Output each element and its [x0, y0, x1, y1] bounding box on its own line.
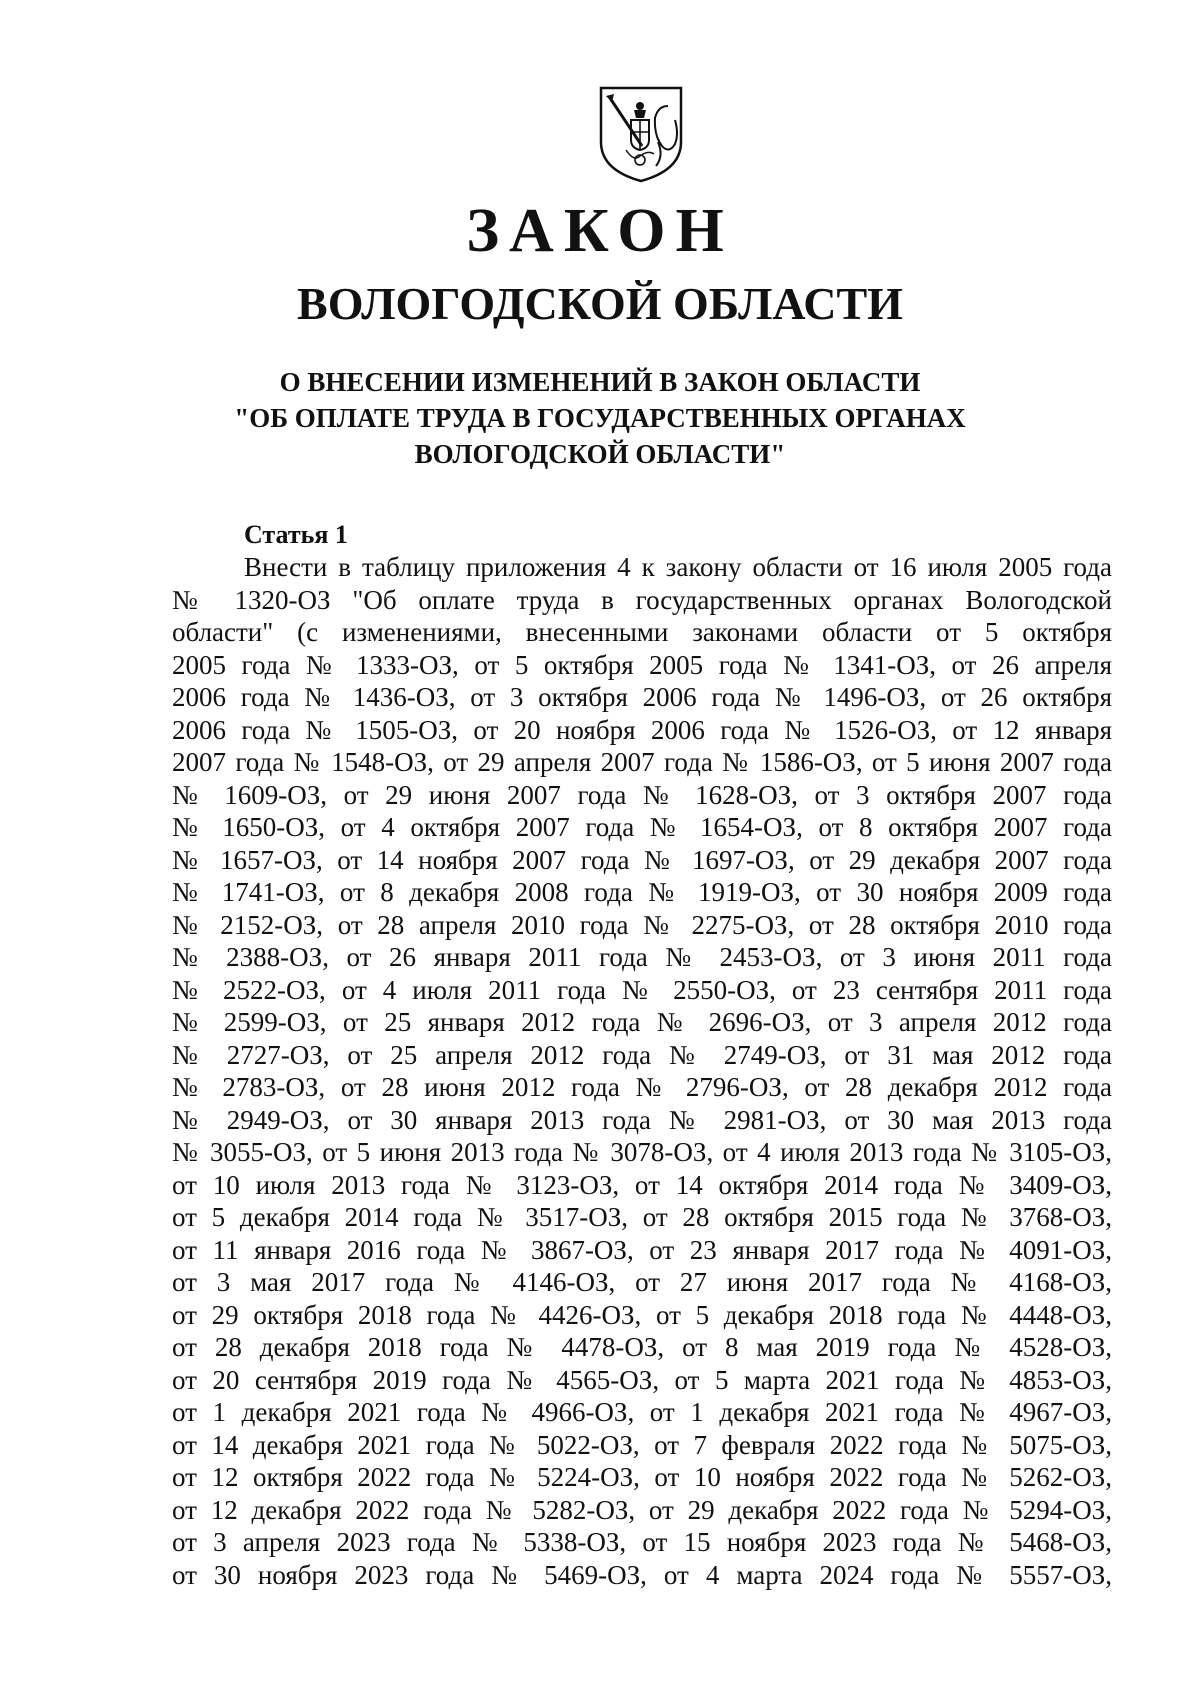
law-heading	[0, 364, 1200, 472]
body-line: № 2152-ОЗ, от 28 апреля 2010 года № 2275-ОЗ, от 28 октября 2010 года	[172, 909, 1112, 940]
article-title: Статья 1	[244, 520, 348, 549]
body-line: от 5 декабря 2014 года № 3517-ОЗ, от 28 октября 2015 года № 3768-ОЗ,	[172, 1202, 1112, 1232]
body-line: № 2522-ОЗ, от 4 июля 2011 года № 2550-ОЗ, от 23 сентября 2011 года	[172, 974, 1112, 1005]
body-line: № 1609-ОЗ, от 29 июня 2007 года № 1628-ОЗ, от 3 октября 2007 года	[172, 779, 1112, 810]
body-line: № 2388-ОЗ, от 26 января 2011 года № 2453-ОЗ, от 3 июня 2011 года	[172, 942, 1112, 972]
body-line: от 30 ноября 2023 года № 5469-ОЗ, от 4 марта 2024 года № 5557-ОЗ,	[172, 1559, 1112, 1590]
body-line: от 12 октября 2022 года № 5224-ОЗ, от 10 ноября 2022 года № 5262-ОЗ,	[172, 1462, 1112, 1492]
article-body	[172, 551, 1112, 1591]
body-line: 2005 года № 1333-ОЗ, от 5 октября 2005 года № 1341-ОЗ, от 26 апреля	[172, 649, 1112, 680]
body-line: 2006 года № 1505-ОЗ, от 20 ноября 2006 года № 1526-ОЗ, от 12 января	[172, 714, 1112, 745]
body-line: № 2727-ОЗ, от 25 апреля 2012 года № 2749-ОЗ, от 31 мая 2012 года	[172, 1039, 1112, 1070]
body-line: № 1650-ОЗ, от 4 октября 2007 года № 1654-ОЗ, от 8 октября 2007 года	[172, 812, 1112, 842]
heading-line: О ВНЕСЕНИИ ИЗМЕНЕНИЙ В ЗАКОН ОБЛАСТИ	[279, 367, 921, 397]
heading-line: ВОЛОГОДСКОЙ ОБЛАСТИ"	[414, 439, 786, 469]
body-line: № 1741-ОЗ, от 8 декабря 2008 года № 1919-ОЗ, от 30 ноября 2009 года	[172, 877, 1112, 907]
body-line: от 28 декабря 2018 года № 4478-ОЗ, от 8 мая 2019 года № 4528-ОЗ,	[172, 1332, 1112, 1362]
body-line: от 11 января 2016 года № 3867-ОЗ, от 23 января 2017 года № 4091-ОЗ,	[172, 1234, 1112, 1265]
heading-line: "ОБ ОПЛАТЕ ТРУДА В ГОСУДАРСТВЕННЫХ ОРГАНАХ	[234, 403, 966, 433]
body-line: № 1657-ОЗ, от 14 ноября 2007 года № 1697-ОЗ, от 29 декабря 2007 года	[172, 844, 1112, 875]
body-line: от 10 июля 2013 года № 3123-ОЗ, от 14 октября 2014 года № 3409-ОЗ,	[172, 1169, 1112, 1200]
body-line: № 3055-ОЗ, от 5 июня 2013 года № 3078-ОЗ, от 4 июля 2013 года № 3105-ОЗ,	[172, 1137, 1112, 1167]
body-line: № 1320-ОЗ "Об оплате труда в государственных органах Вологодской	[172, 584, 1112, 615]
body-line: № 2599-ОЗ, от 25 января 2012 года № 2696-ОЗ, от 3 апреля 2012 года	[172, 1007, 1112, 1037]
body-line: № 2949-ОЗ, от 30 января 2013 года № 2981-ОЗ, от 30 мая 2013 года	[172, 1104, 1112, 1135]
body-line: области" (с изменениями, внесенными законами области от 5 октября	[172, 617, 1112, 647]
body-line: от 29 октября 2018 года № 4426-ОЗ, от 5 декабря 2018 года № 4448-ОЗ,	[172, 1299, 1112, 1330]
body-line: 2007 года № 1548-ОЗ, от 29 апреля 2007 года № 1586-ОЗ, от 5 июня 2007 года	[172, 747, 1112, 777]
body-line: от 3 мая 2017 года № 4146-ОЗ, от 27 июня 2017 года № 4168-ОЗ,	[172, 1267, 1112, 1297]
body-line: от 12 декабря 2022 года № 5282-ОЗ, от 29 декабря 2022 года № 5294-ОЗ,	[172, 1494, 1112, 1525]
body-line: № 2783-ОЗ, от 28 июня 2012 года № 2796-ОЗ, от 28 декабря 2012 года	[172, 1072, 1112, 1102]
body-line: от 20 сентября 2019 года № 4565-ОЗ, от 5 марта 2021 года № 4853-ОЗ,	[172, 1364, 1112, 1395]
body-line: от 14 декабря 2021 года № 5022-ОЗ, от 7 февраля 2022 года № 5075-ОЗ,	[172, 1429, 1112, 1460]
body-line: 2006 года № 1436-ОЗ, от 3 октября 2006 года № 1496-ОЗ, от 26 октября	[172, 682, 1112, 712]
body-line: от 1 декабря 2021 года № 4966-ОЗ, от 1 декабря 2021 года № 4967-ОЗ,	[172, 1397, 1112, 1427]
coat-of-arms-icon	[598, 84, 684, 184]
document-subtitle: ВОЛОГОДСКОЙ ОБЛАСТИ	[297, 278, 903, 329]
body-line: Внести в таблицу приложения 4 к закону области от 16 июля 2005 года	[244, 552, 1112, 582]
body-line: от 3 апреля 2023 года № 5338-ОЗ, от 15 ноября 2023 года № 5468-ОЗ,	[172, 1527, 1112, 1557]
document-title: ЗАКОН	[466, 197, 734, 265]
